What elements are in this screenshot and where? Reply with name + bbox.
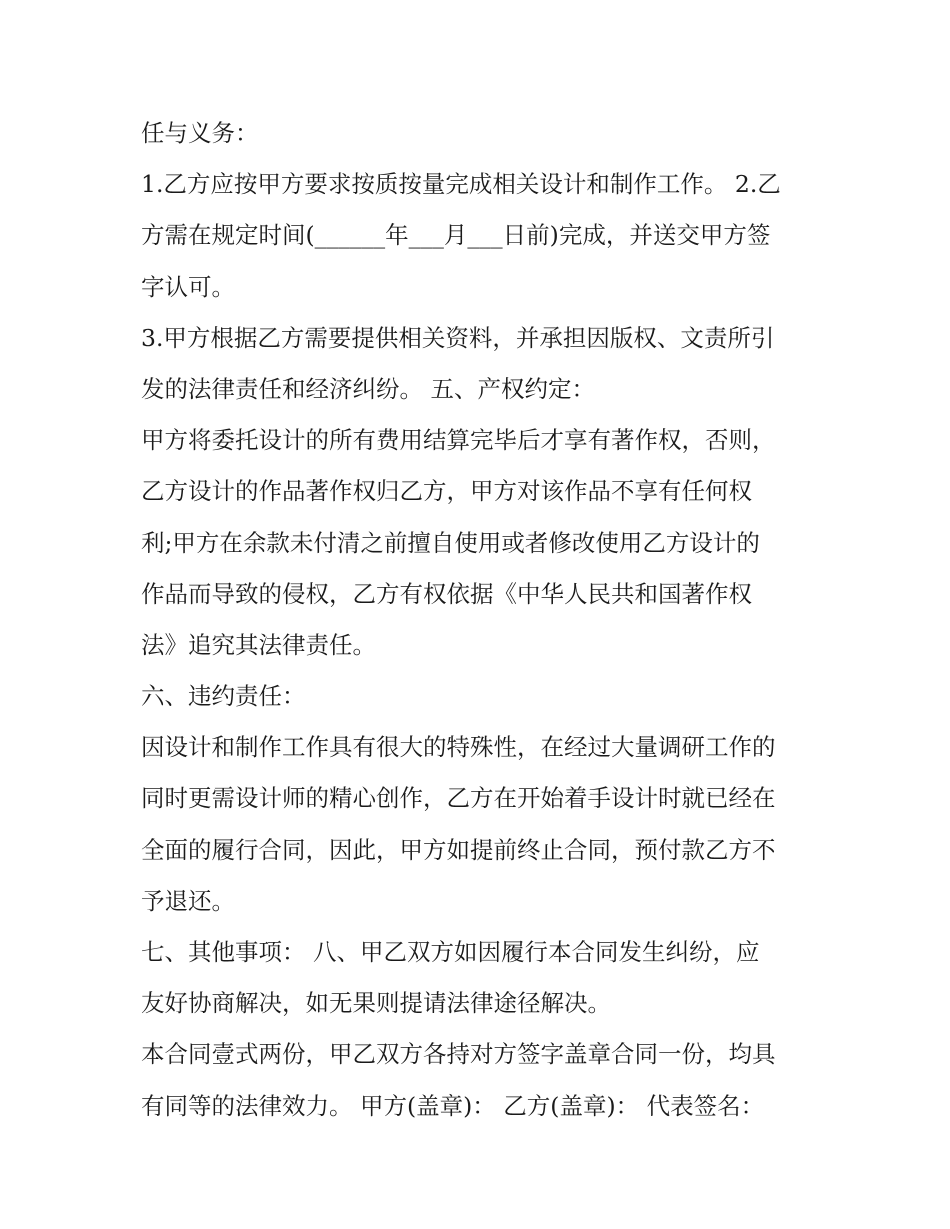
text-line: 全面的履行合同，因此，甲方如提前终止合同，预付款乙方不 <box>141 835 776 864</box>
text-line: 乙方设计的作品著作权归乙方，甲方对该作品不享有任何权 <box>141 477 752 506</box>
contract-text <box>141 108 821 1132</box>
text-line: 因设计和制作工作具有很大的特殊性，在经过大量调研工作的 <box>141 733 776 762</box>
text-line: 字认可。 <box>141 272 235 301</box>
text-line: 3.甲方根据乙方需要提供相关资料，并承担因版权、文责所引 <box>141 323 775 352</box>
text-line: 友好协商解决，如无果则提请法律途径解决。 <box>141 989 611 1018</box>
text-line: 法》追究其法律责任。 <box>141 630 376 659</box>
text-line: 予退还。 <box>141 886 235 915</box>
text-line: 1.乙方应按甲方要求按质按量完成相关设计和制作工作。 2.乙 <box>141 170 781 199</box>
text-line: 同时更需设计师的精心创作，乙方在开始着手设计时就已经在 <box>141 784 776 813</box>
text-line: 有同等的法律效力。 甲方(盖章)： 乙方(盖章)： 代表签名： <box>141 1091 765 1120</box>
text-line: 七、其他事项： 八、甲乙双方如因履行本合同发生纠纷，应 <box>141 938 760 966</box>
text-line: 任与义务： <box>141 119 259 147</box>
text-line: 发的法律责任和经济纠纷。 五、产权约定： <box>141 374 595 403</box>
text-line: 本合同壹式两份，甲乙双方各持对方签字盖章合同一份，均具 <box>141 1040 776 1069</box>
text-line: 利;甲方在余款未付清之前擅自使用或者修改使用乙方设计的 <box>141 528 760 557</box>
text-line: 六、违约责任： <box>141 682 306 711</box>
text-line: 方需在规定时间(______年___月___日前)完成，并送交甲方签 <box>141 221 771 250</box>
text-line: 甲方将委托设计的所有费用结算完毕后才享有著作权，否则， <box>141 426 776 455</box>
text-line: 作品而导致的侵权，乙方有权依据《中华人民共和国著作权 <box>141 579 752 608</box>
